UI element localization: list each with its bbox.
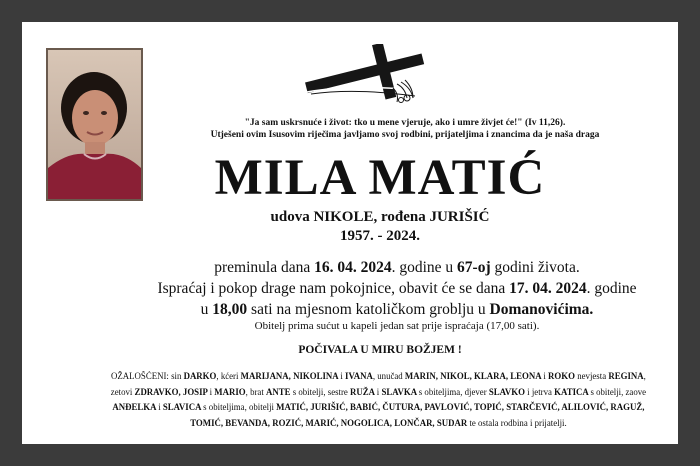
mourner-fragment: s obiteljima, obitelji — [203, 402, 277, 412]
mourner-fragment: nevjesta — [577, 371, 609, 381]
death-date: 16. 04. 2024 — [314, 259, 392, 276]
text-fragment: sati na mjesnom katoličkom groblju u — [247, 301, 490, 318]
mourner-fragment: ZDRAVKO, JOSIP — [134, 386, 210, 397]
mourner-fragment: i — [340, 371, 346, 381]
text-fragment: preminula dana — [214, 259, 315, 276]
mourner-fragment: i — [376, 386, 382, 397]
mourner-fragment: s obitelji, sestre — [292, 386, 351, 397]
mourner-fragment: OŽALOŠĆENI: — [111, 371, 172, 381]
mourner-fragment: , kćeri — [216, 371, 241, 381]
mourner-fragment: , unučad — [372, 371, 405, 381]
mourner-fragment: s obitelji, zaove — [590, 386, 647, 397]
age: 67-oj — [457, 259, 491, 276]
funeral-date: 17. 04. 2024 — [509, 280, 587, 297]
mourner-fragment: MARIO — [214, 386, 246, 397]
mourner-fragment: MATIĆ, JURIŠIĆ, BABIĆ, ČUTURA, PAVLOVIĆ, TOPIĆ, STARČEVIĆ, ALILOVIĆ, RAGUŽ, TOMIĆ, BEVANDA, ROZIĆ, MARIĆ, NOGOLICA, LONČAR, SUDAR — [190, 402, 645, 428]
mourner-fragment: i — [158, 402, 163, 412]
mourner-fragment: i jetrva — [527, 386, 555, 397]
mourner-fragment: s obiteljima, djever — [418, 386, 489, 397]
mourner-fragment: MARIJANA, NIKOLINA — [240, 371, 341, 381]
deceased-name: MILA MATIĆ — [214, 150, 546, 206]
cross-with-palm-icon — [297, 44, 432, 106]
mourner-fragment: MARIN, NIKOL, KLARA, LEONA — [404, 371, 544, 381]
funeral-place: Domanovićima. — [489, 301, 594, 318]
funeral-time: 18,00 — [212, 301, 248, 318]
life-years: 1957. - 2024. — [340, 228, 420, 244]
mourner-fragment: ROKO — [548, 371, 578, 381]
mourner-fragment: ANĐELKA — [112, 402, 159, 412]
obituary-card — [22, 22, 678, 444]
mourner-fragment: DARKO — [183, 371, 217, 381]
text-fragment: Ispraćaj i pokop drage nam pokojnice, obavit će se dana — [157, 280, 510, 297]
text-fragment: godini života. — [490, 259, 580, 276]
mourner-fragment: sin — [171, 371, 184, 381]
death-line — [97, 257, 697, 278]
mourner-fragment: SLAVICA — [162, 402, 204, 412]
mourner-fragment: IVANA — [345, 371, 373, 381]
rest-in-peace: POČIVALA U MIRU BOŽJEM ! — [298, 344, 462, 356]
deceased-subtitle: udova NIKOLE, rođena JURIŠIĆ — [270, 209, 490, 225]
mourner-fragment: RUŽA — [350, 386, 377, 397]
mourners-list — [106, 369, 651, 431]
quote-line-2: Utješeni ovim Isusovim riječima javljamo svoj rodbini, prijateljima i znancima da je naša draga — [210, 130, 600, 140]
text-fragment: . godine u — [391, 259, 458, 276]
announcement-text — [97, 257, 697, 320]
funeral-line — [97, 278, 697, 299]
mourner-fragment: SLAVKA — [381, 386, 419, 397]
quote-line-1: "Ja sam uskrsnuće i život: tko u mene vjeruje, ako i umre živjet će!" (Iv 11,26). — [244, 118, 566, 128]
mourner-fragment: te ostala rodbina i prijatelji. — [469, 417, 567, 428]
time-line — [97, 299, 697, 320]
mourner-fragment: ANTE — [266, 386, 293, 397]
mourner-fragment: i — [543, 371, 549, 381]
mourner-fragment: , zetovi — [110, 371, 646, 397]
mourner-fragment: KATICA — [554, 386, 591, 397]
text-fragment: u — [200, 301, 213, 318]
mourner-fragment: SLAVKO — [488, 386, 528, 397]
bible-quote — [150, 117, 660, 141]
condolence-note: Obitelj prima sućut u kapeli jedan sat prije ispraćaja (17,00 sati). — [254, 320, 540, 332]
mourner-fragment: i — [209, 386, 215, 397]
mourner-fragment: , brat — [245, 386, 267, 397]
mourner-fragment: REGINA — [608, 371, 644, 381]
text-fragment: . godine — [586, 280, 637, 297]
